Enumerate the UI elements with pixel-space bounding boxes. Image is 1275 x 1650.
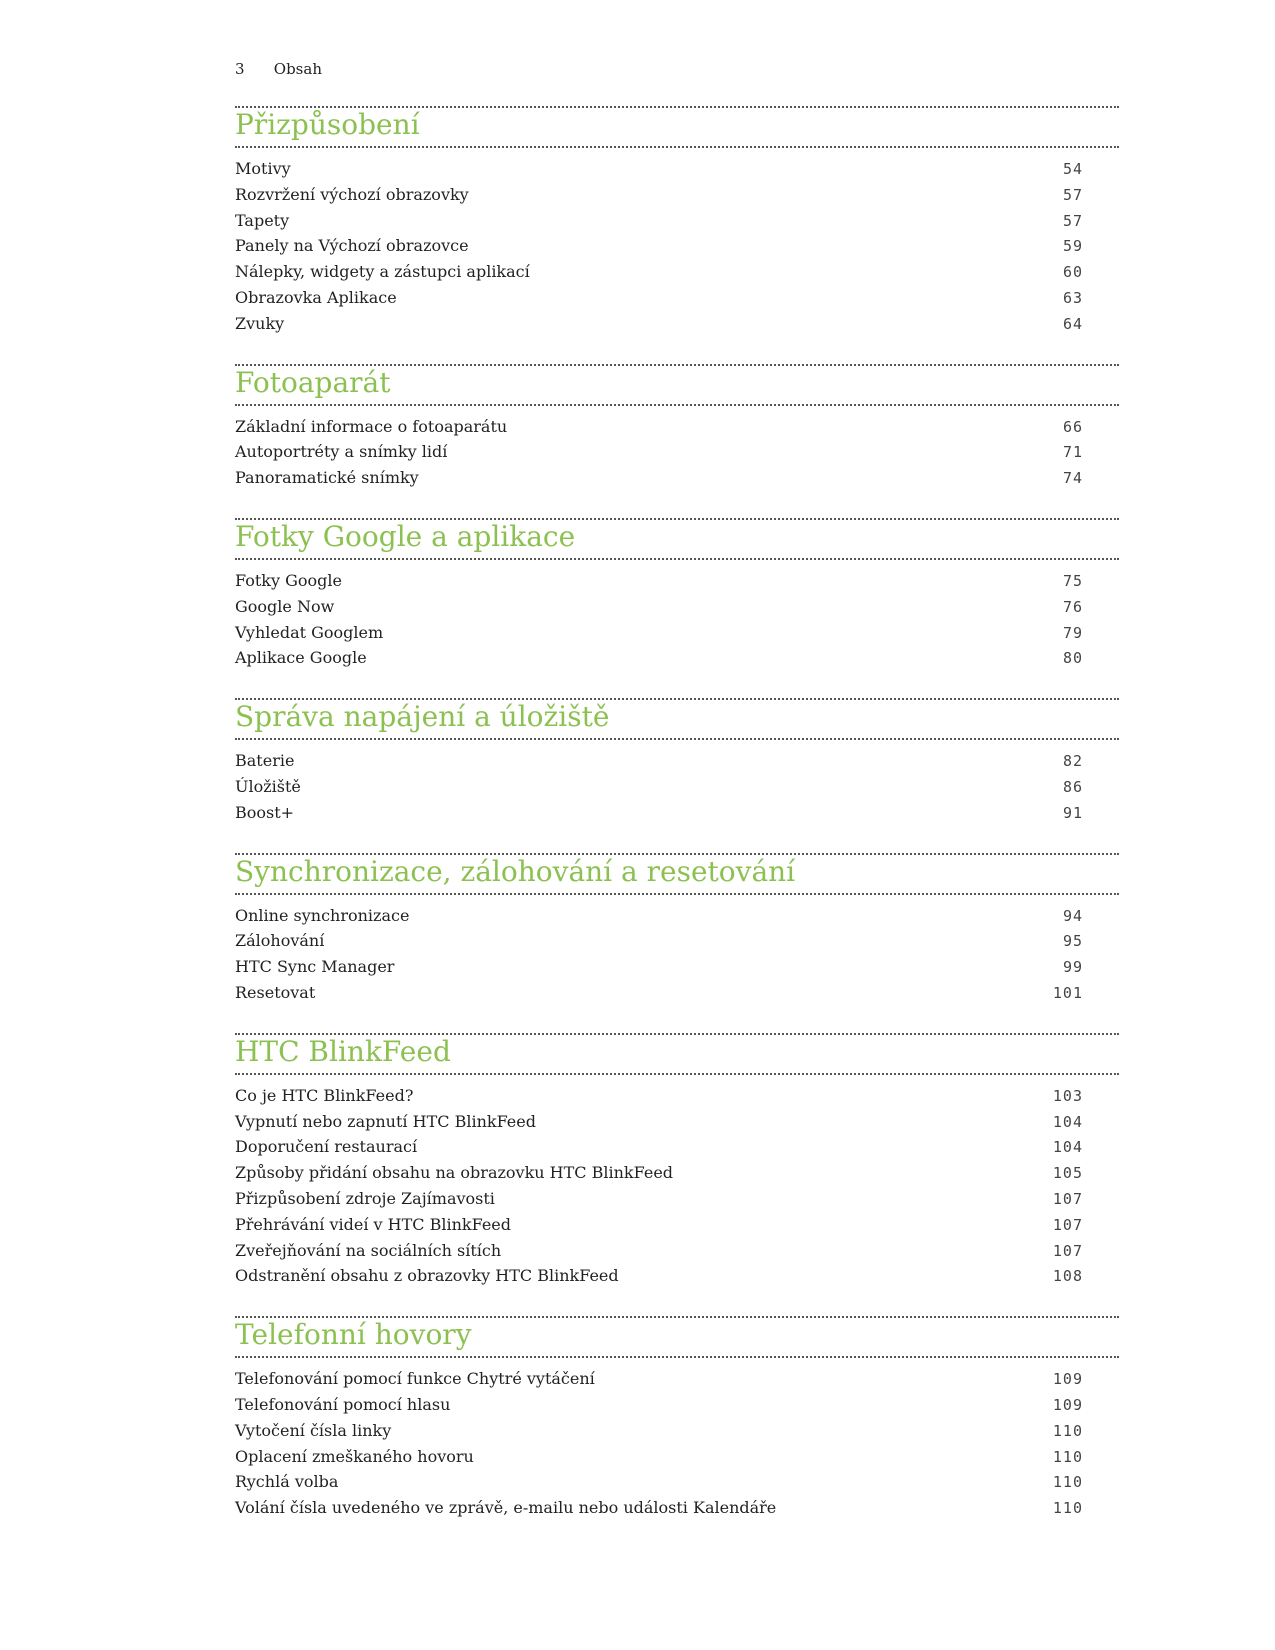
toc-entry[interactable]: [235, 1367, 1119, 1393]
toc-entry-page: 101: [1052, 983, 1083, 1002]
toc-entry-page: 71: [1062, 443, 1083, 462]
toc-entry-label: Telefonování pomocí hlasu: [235, 1394, 451, 1414]
toc-entry[interactable]: [235, 260, 1119, 286]
toc-entry-label: Google Now: [235, 596, 335, 616]
toc-entry-page: 63: [1062, 288, 1083, 307]
toc-section: [235, 364, 1119, 492]
toc-entry-label: Způsoby přidání obsahu na obrazovku HTC BlinkFeed: [235, 1163, 674, 1183]
toc-entry-page: 57: [1062, 185, 1083, 204]
toc-entry[interactable]: [235, 1187, 1119, 1213]
toc-entry-label: Nálepky, widgety a zástupci aplikací: [235, 262, 530, 282]
toc-entry[interactable]: [235, 234, 1119, 260]
toc-entry[interactable]: [235, 415, 1119, 441]
toc-entry-label: Úložiště: [235, 776, 301, 796]
toc-entry[interactable]: [235, 1110, 1119, 1136]
section-entries: [235, 740, 1119, 826]
toc-entry-label: Doporučení restaurací: [235, 1137, 418, 1157]
section-title[interactable]: HTC BlinkFeed: [235, 1034, 451, 1068]
toc-entry-page: 109: [1052, 1370, 1083, 1389]
toc-entry-page: 57: [1062, 211, 1083, 230]
toc-entry-page: 110: [1052, 1447, 1083, 1466]
toc-entry-page: 104: [1052, 1138, 1083, 1157]
toc-entry[interactable]: [235, 981, 1119, 1007]
section-title[interactable]: Telefonní hovory: [235, 1318, 472, 1352]
toc-entry-page: 107: [1052, 1241, 1083, 1260]
toc-entry-page: 76: [1062, 597, 1083, 616]
toc-entry[interactable]: [235, 1264, 1119, 1290]
toc-entry-page: 64: [1062, 314, 1083, 333]
toc-entry-page: 54: [1062, 160, 1083, 178]
section-entries: [235, 895, 1119, 1007]
toc-entry[interactable]: [235, 1084, 1119, 1110]
toc-entry-label: Přizpůsobení zdroje Zajímavosti: [235, 1188, 495, 1208]
section-entries: [235, 406, 1119, 492]
toc-entry[interactable]: [235, 1213, 1119, 1239]
page-header-title: Obsah: [273, 60, 322, 78]
toc-entry-page: 105: [1052, 1164, 1083, 1183]
toc-section: [235, 698, 1119, 826]
section-title[interactable]: Správa napájení a úložiště: [235, 700, 610, 734]
toc-entry-label: Přehrávání videí v HTC BlinkFeed: [235, 1214, 512, 1234]
toc-entry-page: 109: [1052, 1395, 1083, 1414]
toc-entry-page: 99: [1062, 958, 1083, 977]
toc-entry[interactable]: [235, 440, 1119, 466]
toc-entry[interactable]: [235, 1239, 1119, 1265]
toc-entry-label: Volání čísla uvedeného ve zprávě, e-mailu nebo události Kalendáře: [235, 1498, 777, 1518]
section-title[interactable]: Synchronizace, zálohování a resetování: [235, 854, 796, 888]
toc-entry-label: Fotky Google: [235, 570, 342, 590]
toc-entry-label: Vypnutí nebo zapnutí HTC BlinkFeed: [235, 1111, 536, 1131]
toc-entry[interactable]: [235, 1496, 1119, 1522]
toc-entry[interactable]: [235, 157, 1119, 183]
toc-entry-page: 79: [1062, 623, 1083, 642]
toc-entry-page: 66: [1062, 417, 1083, 436]
toc-entry-page: 82: [1062, 752, 1083, 771]
section-entries: [235, 560, 1119, 672]
section-title[interactable]: Přizpůsobení: [235, 108, 420, 141]
toc-entry-label: Základní informace o fotoaparátu: [235, 416, 508, 436]
toc-entry[interactable]: [235, 775, 1119, 801]
page-number: 3: [235, 60, 245, 78]
toc-entry-label: Rychlá volba: [235, 1472, 339, 1492]
toc-entry-page: 107: [1052, 1215, 1083, 1234]
toc-entry-label: Obrazovka Aplikace: [235, 287, 397, 307]
toc-entry-page: 94: [1062, 906, 1083, 925]
toc-entry[interactable]: [235, 621, 1119, 647]
toc-section: [235, 1316, 1119, 1522]
toc-entry[interactable]: [235, 569, 1119, 595]
toc-entry[interactable]: [235, 1470, 1119, 1496]
toc-entry[interactable]: [235, 1445, 1119, 1471]
toc-entry[interactable]: [235, 1135, 1119, 1161]
toc-entry[interactable]: [235, 209, 1119, 235]
toc-entry[interactable]: [235, 183, 1119, 209]
toc-entry-label: Panoramatické snímky: [235, 468, 419, 488]
toc-entry-page: 108: [1052, 1267, 1083, 1286]
toc-entry[interactable]: [235, 801, 1119, 827]
toc-entry-page: 104: [1052, 1112, 1083, 1131]
section-title[interactable]: Fotoaparát: [235, 365, 391, 399]
toc-entry-label: Baterie: [235, 751, 295, 771]
toc-entry[interactable]: [235, 1419, 1119, 1445]
toc-entry-page: 110: [1052, 1499, 1083, 1518]
section-entries: [235, 148, 1119, 338]
toc-entry-label: Vytočení čísla linky: [235, 1420, 392, 1440]
toc-entry-label: Tapety: [235, 210, 290, 230]
toc-entry-label: HTC Sync Manager: [235, 957, 395, 977]
toc-entry-label: Zálohování: [235, 931, 325, 951]
toc-entry-label: Panely na Výchozí obrazovce: [235, 236, 469, 256]
toc-entry[interactable]: [235, 312, 1119, 338]
toc-entry[interactable]: [235, 749, 1119, 775]
toc-entry[interactable]: [235, 286, 1119, 312]
toc-entry-page: 110: [1052, 1473, 1083, 1492]
table-of-contents: [235, 106, 1119, 1548]
toc-entry-label: Vyhledat Googlem: [235, 622, 384, 642]
toc-entry[interactable]: [235, 595, 1119, 621]
toc-entry[interactable]: [235, 1393, 1119, 1419]
toc-entry-page: 74: [1062, 469, 1083, 488]
toc-entry-page: 110: [1052, 1421, 1083, 1440]
toc-entry-label: Telefonování pomocí funkce Chytré vytáčení: [235, 1369, 595, 1389]
toc-entry-label: Aplikace Google: [235, 648, 367, 668]
toc-entry-page: 75: [1062, 571, 1083, 590]
toc-entry-page: 95: [1062, 932, 1083, 951]
toc-entry-label: Co je HTC BlinkFeed?: [235, 1085, 414, 1105]
toc-entry-label: Resetovat: [235, 982, 316, 1002]
toc-entry-label: Zveřejňování na sociálních sítích: [235, 1240, 502, 1260]
section-title[interactable]: Fotky Google a aplikace: [235, 519, 576, 553]
toc-entry-page: 103: [1052, 1086, 1083, 1105]
toc-entry-page: 107: [1052, 1189, 1083, 1208]
toc-section: [235, 853, 1119, 1007]
toc-entry-page: 80: [1062, 649, 1083, 668]
toc-entry[interactable]: [235, 955, 1119, 981]
section-entries: [235, 1358, 1119, 1522]
toc-section: [235, 518, 1119, 672]
toc-entry-page: 91: [1062, 803, 1083, 822]
toc-section: [235, 1033, 1119, 1290]
toc-entry-page: 60: [1062, 263, 1083, 282]
toc-entry[interactable]: [235, 929, 1119, 955]
toc-entry-label: Zvuky: [235, 313, 285, 333]
toc-entry-page: 86: [1062, 777, 1083, 796]
toc-entry-label: Online synchronizace: [235, 905, 410, 925]
toc-entry-page: 59: [1062, 237, 1083, 256]
toc-entry-label: Boost+: [235, 802, 295, 822]
toc-entry-label: Oplacení zmeškaného hovoru: [235, 1446, 474, 1466]
toc-entry-label: Autoportréty a snímky lidí: [235, 442, 448, 462]
toc-entry[interactable]: [235, 904, 1119, 930]
toc-entry-label: Rozvržení výchozí obrazovky: [235, 184, 469, 204]
toc-entry-label: Motivy: [235, 159, 291, 178]
section-entries: [235, 1075, 1119, 1290]
toc-entry[interactable]: [235, 1161, 1119, 1187]
toc-entry-label: Odstranění obsahu z obrazovky HTC BlinkFeed: [235, 1266, 619, 1286]
toc-entry[interactable]: [235, 646, 1119, 672]
page-header: [235, 60, 322, 78]
toc-entry[interactable]: [235, 466, 1119, 492]
toc-section: [235, 106, 1119, 338]
